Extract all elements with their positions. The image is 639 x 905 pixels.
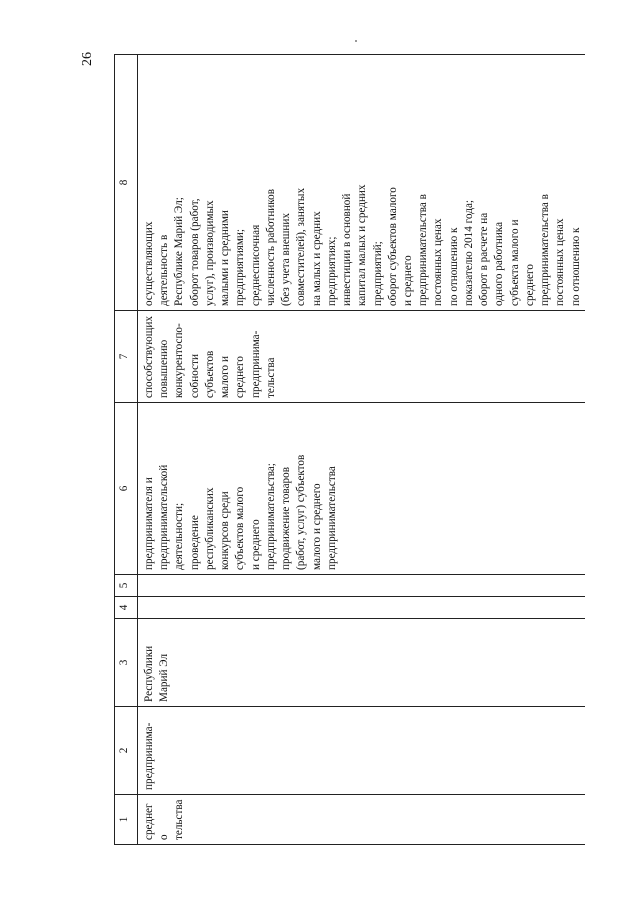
scan-speck	[355, 40, 357, 42]
cell-line: конкурсов среди	[219, 491, 232, 570]
cell-line: оборот в расчете на	[478, 212, 491, 306]
cell-col-1	[138, 795, 585, 845]
cell-line: предприятиях;	[325, 236, 338, 306]
cell-line: субъектов	[203, 350, 216, 398]
cell-line: среднего	[523, 264, 536, 306]
cell-line: среднесписочная	[249, 224, 262, 306]
cell-line: конкурентоспо-	[173, 323, 186, 398]
cell-col-7	[138, 311, 585, 403]
table-row	[138, 55, 585, 845]
cell-line: численность работников	[264, 188, 277, 306]
cell-line: Республике Марий Эл;	[173, 197, 186, 306]
cell-line: предпринимательства;	[264, 463, 277, 570]
page-number: 26	[80, 52, 95, 66]
cell-col-5	[138, 575, 585, 597]
cell-line: субъекта малого и	[508, 219, 521, 306]
header-col-5: 5	[115, 575, 138, 597]
cell-line: показателю 2014 года;	[462, 199, 475, 306]
cell-line: деятельность в	[158, 234, 171, 306]
cell-line: постоянных ценах	[432, 218, 445, 306]
cell-line: Республики	[143, 645, 155, 702]
cell-line: малого и среднего	[310, 483, 323, 570]
cell-line: среднего	[143, 803, 171, 840]
cell-line: субъектов малого	[234, 486, 247, 570]
cell-line: по отношению к	[447, 227, 460, 306]
cell-line: предпринимателя и	[143, 477, 155, 570]
header-col-2: 2	[115, 707, 138, 795]
header-col-1: 1	[115, 795, 138, 845]
cell-line: предпринима-	[143, 722, 155, 790]
cell-line: постоянных ценах	[554, 218, 567, 306]
cell-line: среднего	[234, 356, 247, 398]
cell-line: (работ, услуг) субъектов	[295, 454, 308, 570]
cell-line: оборот товаров (работ,	[188, 198, 201, 306]
cell-col-4	[138, 597, 585, 619]
cell-col-6	[138, 403, 585, 575]
cell-line: предпринимательства в	[417, 194, 430, 306]
cell-line: предпринимательства в	[539, 194, 552, 306]
cell-line: капитал малых и средних	[356, 184, 369, 306]
header-col-7: 7	[115, 311, 138, 403]
cell-line: предпринимательства	[325, 466, 338, 570]
cell-line: собности	[188, 354, 201, 398]
cell-line: деятельности;	[173, 502, 186, 570]
header-col-8: 8	[115, 55, 138, 311]
cell-line: осуществляющих	[143, 221, 155, 306]
cell-line: тельства	[264, 357, 277, 398]
cell-line: предпринима-	[249, 330, 262, 398]
rotated-table-container	[114, 55, 584, 845]
cell-line: проведение	[188, 515, 201, 570]
cell-line: продвижение товаров	[280, 466, 293, 570]
cell-line: инвестиции в основной	[341, 193, 354, 306]
header-col-4: 4	[115, 597, 138, 619]
header-col-3: 3	[115, 619, 138, 707]
cell-line: предприятиями;	[234, 228, 247, 306]
cell-line: тельства	[173, 799, 186, 840]
cell-line: Марий Эл	[158, 653, 171, 702]
cell-col-8	[138, 55, 585, 311]
cell-line: предпринимательской	[158, 464, 171, 570]
cell-line: услуг), производимых	[203, 200, 216, 306]
cell-line: республиканских	[203, 487, 216, 570]
cell-line: совместителей), занятых	[295, 187, 308, 306]
header-col-6: 6	[115, 403, 138, 575]
cell-col-3	[138, 619, 585, 707]
cell-line: предприятий;	[371, 241, 384, 306]
cell-line: (без учета внешних	[280, 213, 293, 306]
indicator-table	[114, 54, 585, 845]
cell-col-2	[138, 707, 585, 795]
cell-line: оборот субъектов малого	[386, 187, 399, 306]
cell-line: на малых и средних	[310, 211, 323, 306]
cell-line: повышению	[158, 339, 171, 398]
cell-line: малыми и средними	[219, 210, 232, 306]
header-row	[115, 55, 138, 845]
cell-line: и среднего	[401, 255, 414, 306]
cell-line: по отношению к	[569, 227, 582, 306]
cell-line: малого и	[219, 356, 232, 398]
cell-line: и среднего	[249, 519, 262, 570]
cell-line: одного работника	[493, 221, 506, 306]
cell-line: способствующих	[143, 316, 155, 398]
